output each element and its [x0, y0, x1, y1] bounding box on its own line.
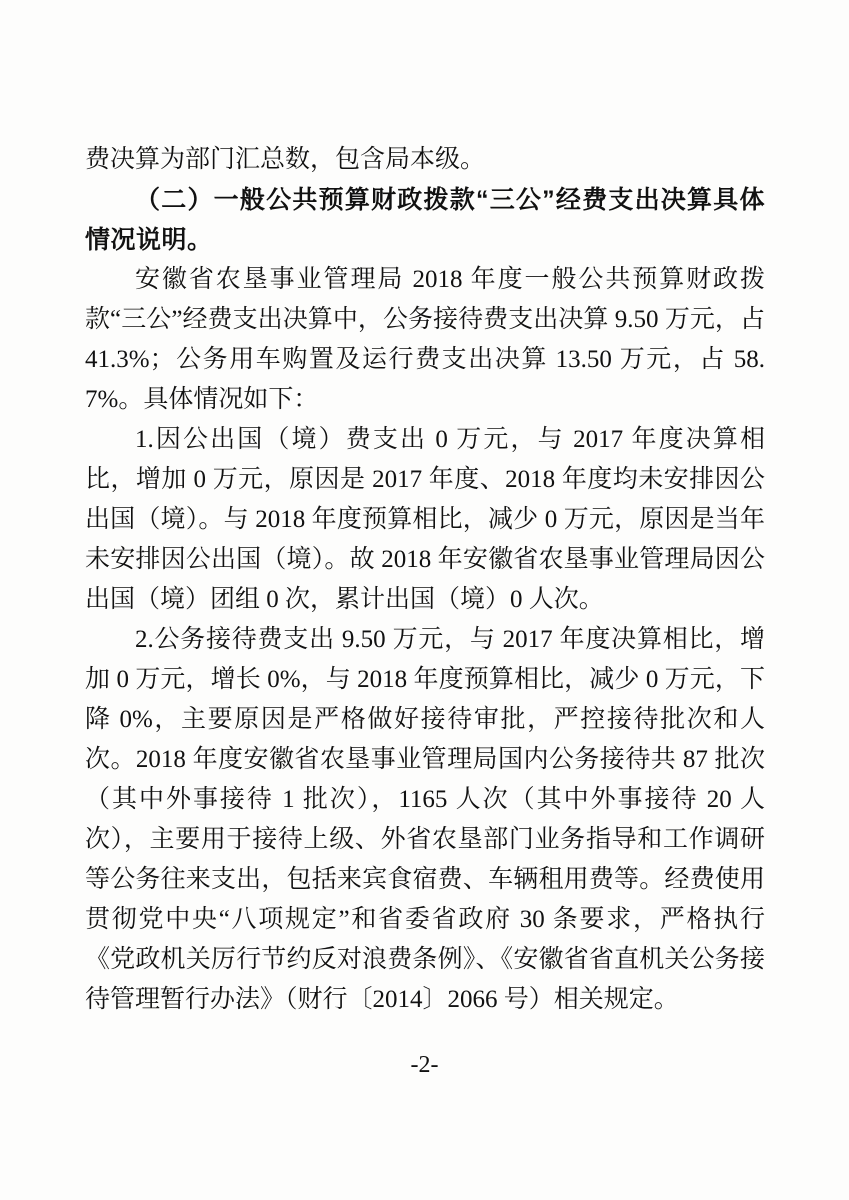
paragraph-overview: 安徽省农垦事业管理局 2018 年度一般公共预算财政拨款“三公”经费支出决算中，公务接待费支出决算 9.50 万元，占 41.3%；公务用车购置及运行费支出决算 13.50 万元，占 58.7%。具体情况如下：	[85, 266, 765, 413]
paragraph-item-1: 1.因公出国（境）费支出 0 万元，与 2017 年度决算相比，增加 0 万元，原因是 2017 年度、2018 年度均未安排因公出国（境）。与 2018 年度预算相比，减少 0 万元，原因是当年未安排因公出国（境）。故 2018 年安徽省农垦事业管理局因公出国（境）团组 0 次，累计出国（境）0 人次。	[85, 426, 765, 613]
paragraph-continuation: 费决算为部门汇总数，包含局本级。	[85, 146, 486, 173]
paragraph-item-2: 2.公务接待费支出 9.50 万元，与 2017 年度决算相比，增加 0 万元，增长 0%，与 2018 年度预算相比，减少 0 万元，下降 0%，主要原因是严格做好接待审批，严控接待批次和人次。2018 年度安徽省农垦事业管理局国内公务接待共 87 批次（其中外事接待 1 批次），1165 人次（其中外事接待 20 人次），主要用于接待上级、外省农垦部门业务指导和工作调研等公务往来支出，包括来宾食宿费、车辆租用费等。经费使用贯彻党中央“八项规定”和省委省政府 30 条要求，严格执行《党政机关厉行节约反对浪费条例》、《安徽省省直机关公务接待管理暂行办法》（财行〔2014〕2066 号）相关规定。	[85, 626, 765, 1013]
document-body	[85, 140, 765, 1020]
page-number: -2-	[410, 1052, 439, 1078]
section-heading: （二）一般公共预算财政拨款“三公”经费支出决算具体情况说明。	[85, 186, 765, 254]
